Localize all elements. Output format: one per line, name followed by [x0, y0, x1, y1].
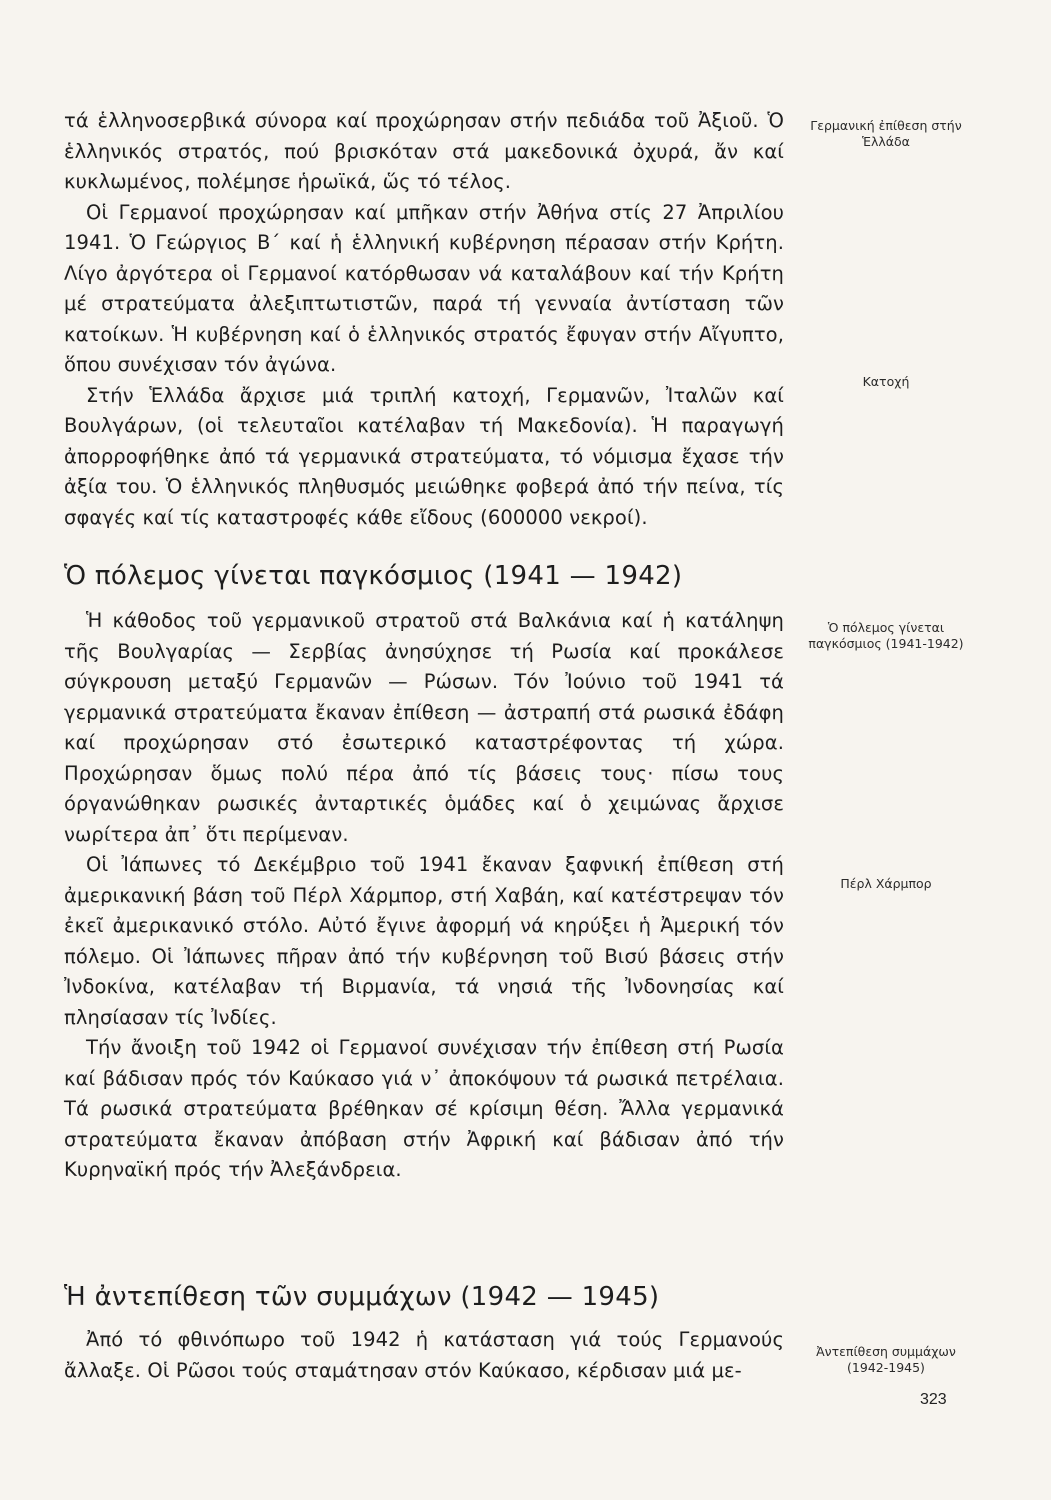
paragraph-balkans: Ἡ κάθοδος τοῦ γερμανικοῦ στρατοῦ στά Βαλκάνια καί ἡ κατάληψη τῆς Βουλγαρίας — Σερβίας ἀνησύχησε τή Ρωσία καί προκάλεσε σύγκρουση μεταξύ Γερμανῶν — Ρώσων. Τόν Ἰούνιο τοῦ 1941 τά γερμανικά στρατεύματα ἔκαναν ἐπίθεση — ἀστραπή στά ρωσικά ἐδάφη καί προχώρησαν στό ἐσωτερικό καταστρέφοντας τή χώρα. Προχώρησαν ὅμως πολύ πέρα ἀπό τίς βάσεις τους· πίσω τους όργανώθηκαν ρωσικές ἀνταρτικές ὁμάδες καί ὁ χειμώνας ἄρχισε νωρίτερα ἀπ᾽ ὅτι περίμεναν.: [64, 609, 784, 846]
margin-note-pearl-harbor: Πέρλ Χάρμπορ: [840, 876, 932, 891]
heading-counter-attack: Ἡ ἀντεπίθεση τῶν συμμάχων (1942 — 1945): [64, 1282, 660, 1312]
paragraph-pearl-harbor: Οἱ Ἰάπωνες τό Δεκέμβριο τοῦ 1941 ἔκαναν ξαφνική ἐπίθεση στή ἀμερικανική βάση τοῦ Πέρλ Χάρμπορ, στή Χαβάη, καί κατέστρεψαν τόν ἐκεῖ ἀμερικανικό στόλο. Αὐτό ἔγινε ἀφορμή νά κηρύξει ἡ Ἀμερική τόν πόλεμο. Οἱ Ἰάπωνες πῆραν ἀπό τήν κυβέρνηση τοῦ Βισύ βάσεις στήν Ἰνδοκίνα, κατέλαβαν τή Βιρμανία, τά νησιά τῆς Ἰνδονησίας καί πλησίασαν τίς Ἰνδίες.: [64, 853, 784, 1029]
paragraph-athens: Οἱ Γερμανοί προχώρησαν καί μπῆκαν στήν Ἀθήνα στίς 27 Ἀπριλίου 1941. Ὁ Γεώργιος Β΄ καί ἡ ἑλληνική κυβέρνηση πέρασαν στήν Κρήτη. Λίγο ἀργότερα οἱ Γερμανοί κατόρθωσαν νά καταλάβουν καί τήν Κρήτη μέ στρατεύματα ἀλεξιπτωτιστῶν, παρά τή γενναία ἀντίσταση τῶν κατοίκων. Ἡ κυβέρνηση καί ὁ ἑλληνικός στρατός ἔφυγαν στήν Αἴγυπτο, ὅπου συνέχισαν τόν ἀγώνα.: [64, 200, 784, 376]
heading-world-war: Ὁ πόλεμος γίνεται παγκόσμιος (1941 — 1942): [64, 561, 683, 591]
section-counter-attack: [64, 1325, 784, 1386]
section-world-war: [64, 606, 784, 1186]
margin-note-german-attack: Γερμανική ἐπίθεση στήν Ἑλλάδα: [810, 118, 962, 149]
margin-note-occupation: Κατοχή: [862, 374, 910, 389]
margin-note-counter-attack: Ἀντεπίθεση συμμάχων (1942-1945): [816, 1344, 956, 1375]
paragraph-spring-1942: Τήν ἄνοιξη τοῦ 1942 οἱ Γερμανοί συνέχισαν τήν ἐπίθεση στή Ρωσία καί βάδισαν πρός τόν Καύκασο γιά ν᾽ ἀποκόψουν τά ρωσικά πετρέλαια. Τά ρωσικά στρατεύματα βρέθηκαν σέ κρίσιμη θέση. Ἄλλα γερμανικά στρατεύματα ἔκαναν ἀπόβαση στήν Ἀφρική καί βάδισαν ἀπό τήν Κυρηναϊκή πρός τήν Ἀλεξάνδρεια.: [64, 1036, 784, 1181]
page-number: 323: [920, 1391, 947, 1408]
section-continuation: [64, 106, 784, 533]
margin-note-world-war: Ὁ πόλεμος γίνεται παγκόσμιος (1941-1942): [808, 620, 964, 651]
paragraph-occupation: Στήν Ἑλλάδα ἄρχισε μιά τριπλή κατοχή, Γερμανῶν, Ἰταλῶν καί Βουλγάρων, (οἱ τελευταῖοι κατέλαβαν τή Μακεδονία). Ἡ παραγωγή ἀπορροφήθηκε ἀπό τά γερμανικά στρατεύματα, τό νόμισμα ἔχασε τήν ἀξία του. Ὁ ἑλληνικός πληθυσμός μειώθηκε φοβερά ἀπό τήν πείνα, τίς σφαγές καί τίς καταστροφές κάθε εἴδους (600000 νεκροί).: [64, 383, 784, 529]
paragraph-borders: τά ἑλληνοσερβικά σύνορα καί προχώρησαν στήν πεδιάδα τοῦ Ἀξιοῦ. Ὁ ἑλληνικός στρατός, πού βρισκόταν στά μακεδονικά ὀχυρά, ἄν καί κυκλωμένος, πολέμησε ἡρωϊκά, ὥς τό τέλος.: [64, 109, 784, 193]
paragraph-autumn-1942: Ἀπό τό φθινόπωρο τοῦ 1942 ἡ κατάσταση γιά τούς Γερμανούς ἄλλαξε. Οἱ Ρῶσοι τούς σταμάτησαν στόν Καύκασο, κέρδισαν μιά με-: [64, 1328, 784, 1382]
